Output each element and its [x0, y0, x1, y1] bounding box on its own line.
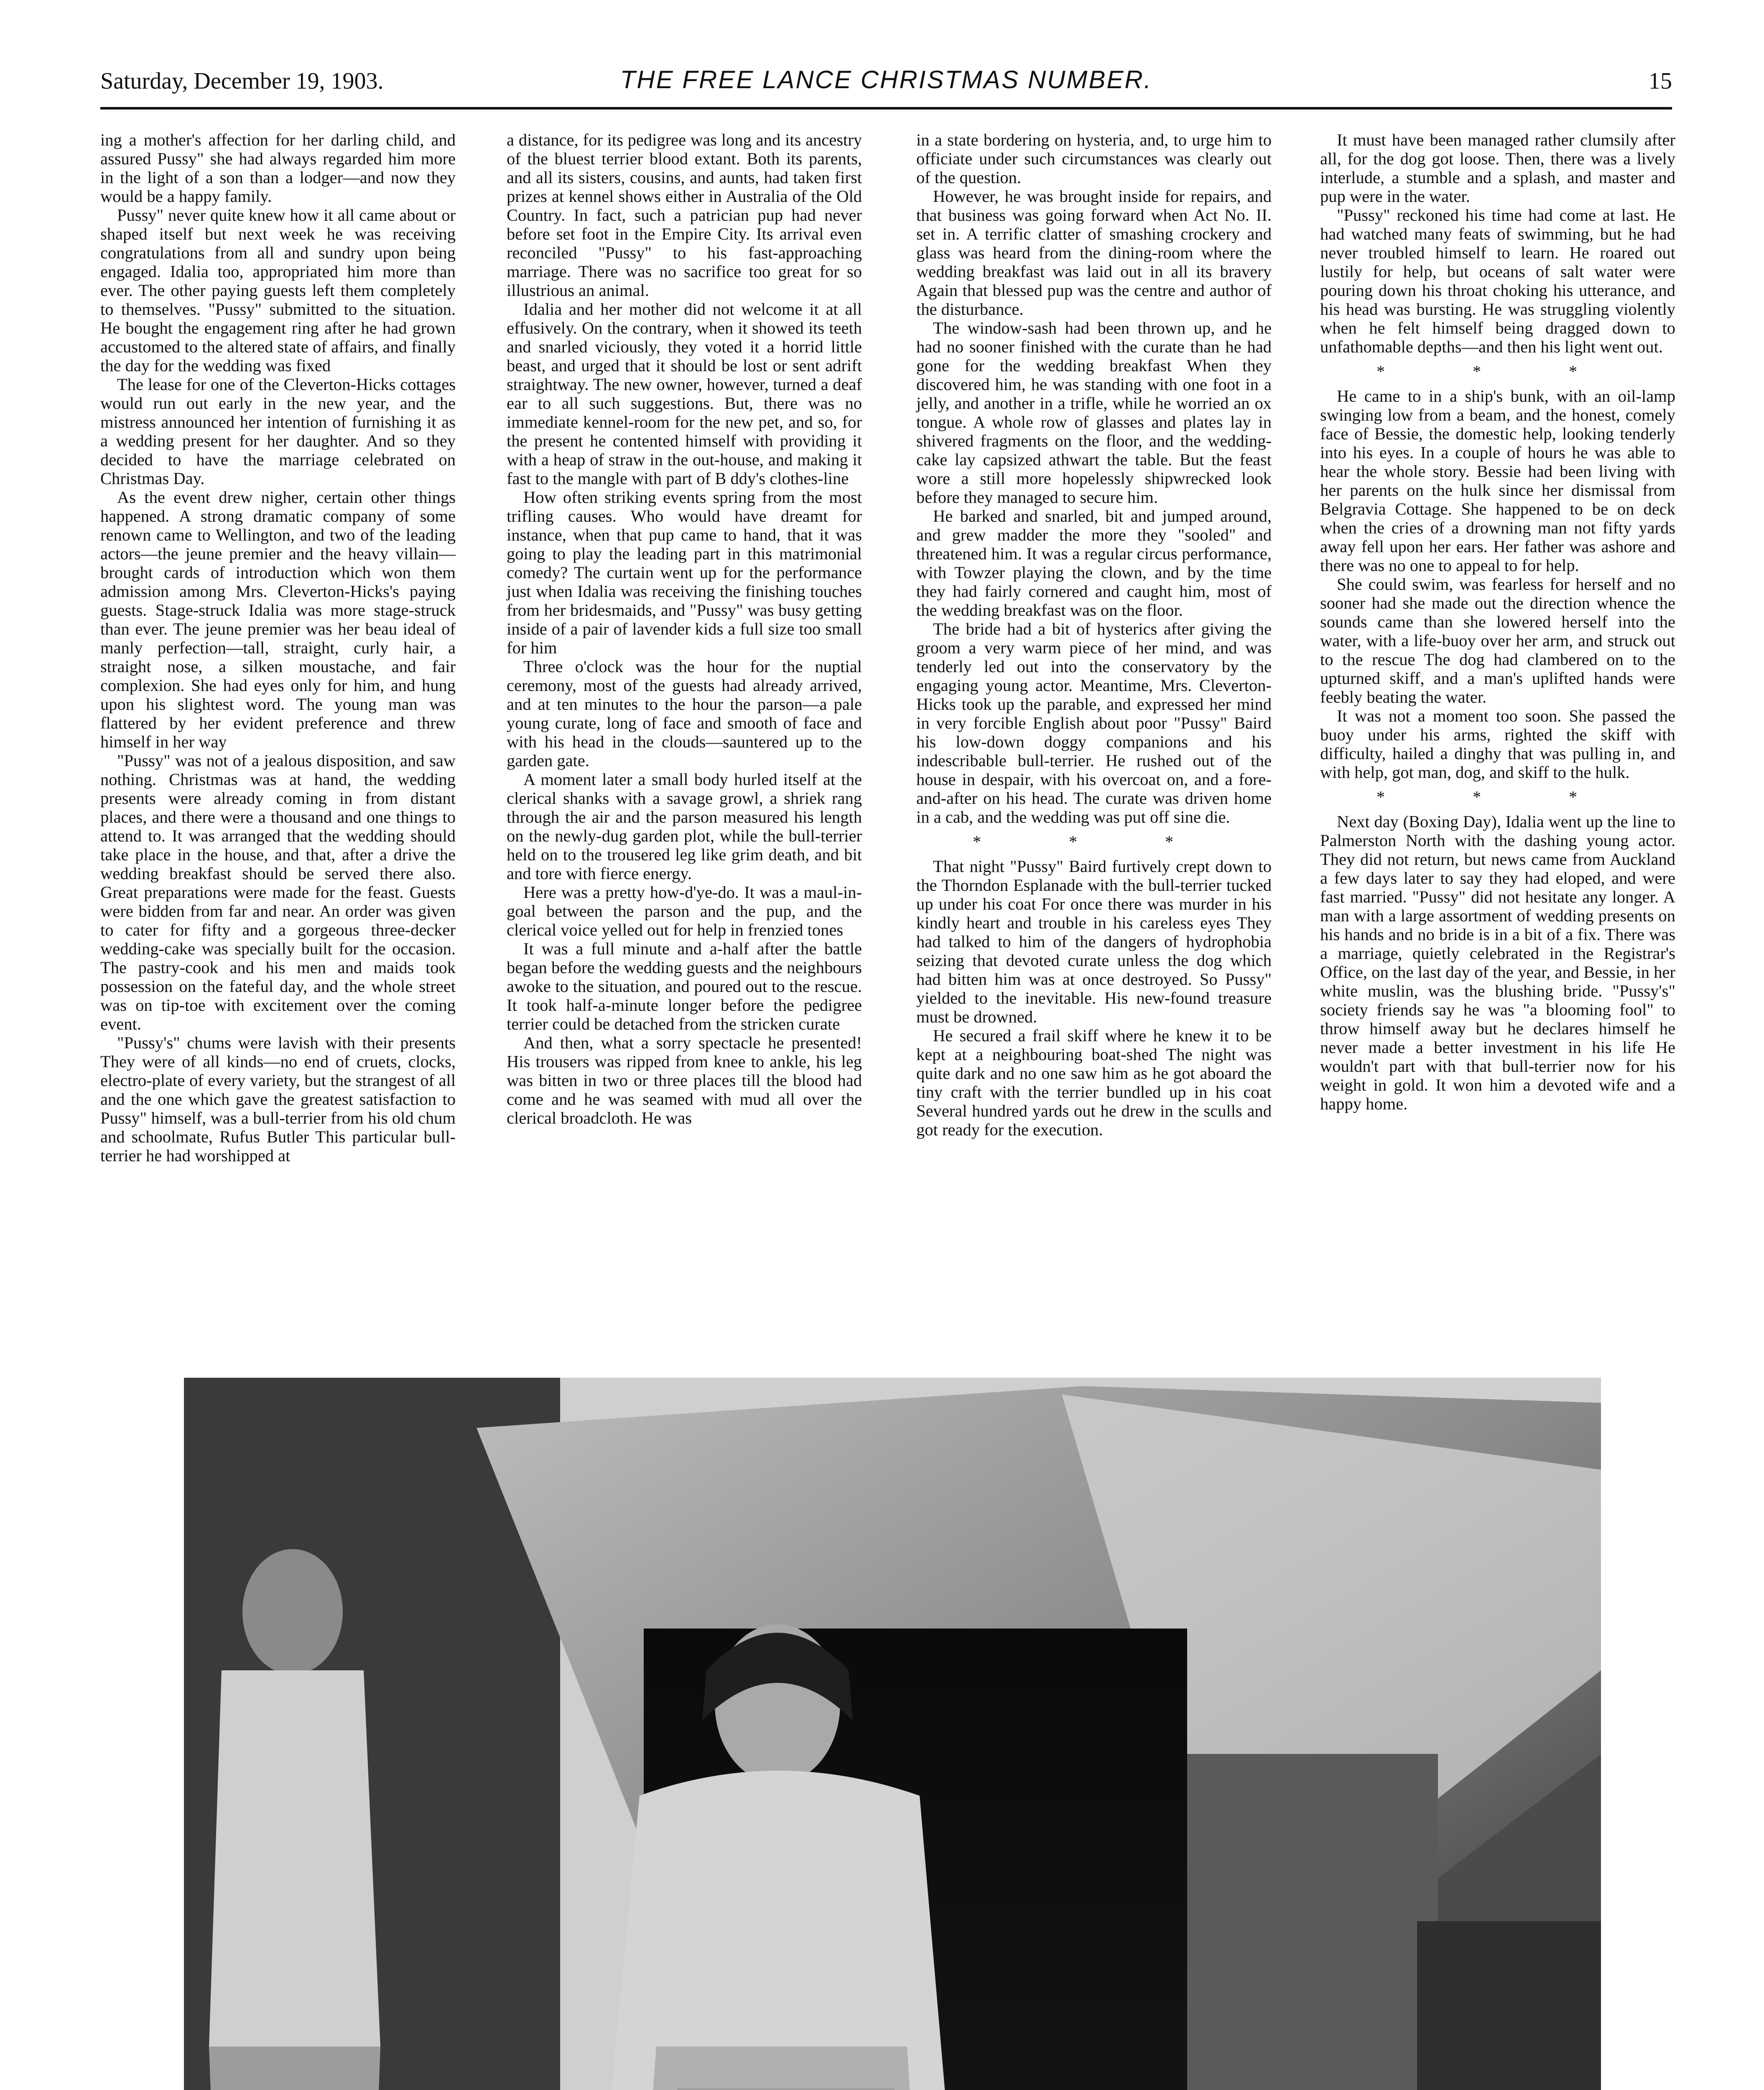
paragraph: It was a full minute and a-half after the battle began before the wedding guests and the neighbours awoke to the situation, and poured out to the rescue. It took half-a-minute longer before the pedigree terrier could be detached from the stricken curate [507, 939, 862, 1033]
paragraph: However, he was brought inside for repairs, and that business was going forward when Act No. II. set in. A terrific clatter of smashing crockery and glass was heard from the dining-room where the wedding breakfast was laid out in all its bravery Again that blessed pup was the centre and author of the disturbance. [916, 187, 1272, 319]
paragraph: Idalia and her mother did not welcome it at all effusively. On the contrary, when it showed its teeth and snarled viciously, they voted it a horrid little beast, and urged that it should be lost or sent adrift straightway. The new owner, however, turned a deaf ear to all such suggestions. But, there was no immediate kennel-room for the new pet, and so, for the present he contented himself with providing it with a heap of straw in the out-house, and making it fast to the mangle with part of B ddy's clothes-line [507, 300, 862, 488]
paragraph: "Pussy's" chums were lavish with their presents They were of all kinds—no end of cruets, clocks, electro-plate of every variety, but the strangest of all and the one which gave the greatest satisfaction to Pussy" himself, was a bull-terrier from his old chum and schoolmate, Rufus Butler This particular bull-terrier he had worshipped at [100, 1033, 456, 1165]
section-break-stars: * * * [973, 832, 1215, 851]
section-break-stars: * * * [1377, 788, 1619, 806]
paragraph: ing a mother's affection for her darling child, and assured Pussy" she had always regarded him more in the light of a son than a lodger—and now they would be a happy family. [100, 130, 456, 206]
photograph-illustration [184, 1378, 1601, 2090]
paragraph: "Pussy" was not of a jealous disposition, and saw nothing. Christmas was at hand, the wedding presents were already coming in from distant places, and there were a thousand and one things to attend to. It was arranged that the wedding should take place in the house, and that, after a drive the wedding breakfast should be served there also. Great preparations were made for the feast. Guests were bidden from far and near. An order was given to cater for fifty and a gorgeous three-decker wedding-cake was specially built for the occasion. The pastry-cook and his men and maids took possession on the fateful day, and the whole street was on tip-toe with excitement over the coming event. [100, 751, 456, 1033]
text-column-3 [916, 130, 1272, 1139]
paragraph: in a state bordering on hysteria, and, to urge him to officiate under such circumstances was clearly out of the question. [916, 130, 1272, 187]
paragraph: That night "Pussy" Baird furtively crept down to the Thorndon Esplanade with the bull-terrier tucked up under his coat For once there was murder in his kindly heart and trouble in his careless eyes They had talked to him of the dangers of hydrophobia seizing that devoted curate unless the dog which had bitten him was at once destroyed. So Pussy" yielded to the inevitable. His new-found treasure must be drowned. [916, 857, 1272, 1026]
paragraph: It was not a moment too soon. She passed the buoy under his arms, righted the skiff with difficulty, hailed a dinghy that was pulling in, and with help, got man, dog, and skiff to the hulk. [1320, 706, 1675, 782]
paragraph: He secured a frail skiff where he knew it to be kept at a neighbouring boat-shed The night was quite dark and no one saw him as he got aboard the tiny craft with the terrier bundled up in his coat Several hundred yards out he drew in the sculls and got ready for the execution. [916, 1026, 1272, 1139]
paragraph: Three o'clock was the hour for the nuptial ceremony, most of the guests had already arrived, and at ten minutes to the hour the parson—a pale young curate, long of face and smooth of face and with his head in the clouds—sauntered up to the garden gate. [507, 657, 862, 770]
paragraph: The window-sash had been thrown up, and he had no sooner finished with the curate than he had gone for the wedding breakfast When they discovered him, he was standing with one foot in a jelly, and another in a trifle, while he worried an ox tongue. A whole row of glasses and plates lay in shivered fragments on the floor, and the wedding-cake lay capsized athwart the table. But the feast wore a still more hopelessly shipwrecked look before they managed to secure him. [916, 319, 1272, 507]
paragraph: The lease for one of the Cleverton-Hicks cottages would run out early in the new year, and the mistress announced her intention of furnishing it as a wedding present for her daughter. And so they decided to have the marriage celebrated on Christmas Day. [100, 375, 456, 488]
running-header [100, 68, 1672, 101]
section-break-stars: * * * [1377, 362, 1619, 381]
paragraph: He barked and snarled, bit and jumped around, and grew madder the more they "sooled" and threatened him. It was a regular circus performance, with Towzer playing the clown, and by the time they had fairly cornered and caught him, most of the wedding breakfast was on the floor. [916, 507, 1272, 619]
text-column-2 [507, 130, 862, 1127]
text-column-1 [100, 130, 456, 1165]
paragraph: a distance, for its pedigree was long and its ancestry of the bluest terrier blood extant. Both its parents, and all its sisters, cousins, and aunts, had taken first prizes at kennel shows either in Australia of the Old Country. In fact, such a patrician pup had never before set foot in the Empire City. Its arrival even reconciled "Pussy" to his fast-approaching marriage. There was no sacrifice too great for so illustrious an animal. [507, 130, 862, 300]
paragraph: Here was a pretty how-d'ye-do. It was a maul-in-goal between the parson and the pup, and the clerical voice yelled out for help in frenzied tones [507, 883, 862, 939]
text-column-4 [1320, 130, 1675, 1113]
photograph [184, 1378, 1601, 2090]
header-rule [100, 107, 1672, 110]
paragraph: It must have been managed rather clumsily after all, for the dog got loose. Then, there was a lively interlude, a stumble and a splash, and master and pup were in the water. [1320, 130, 1675, 206]
paragraph: He came to in a ship's bunk, with an oil-lamp swinging low from a beam, and the honest, comely face of Bessie, the domestic help, looking tenderly into his eyes. In a couple of hours he was able to hear the whole story. Bessie had been living with her parents on the hulk since her dismissal from Belgravia Cottage. She happened to be on deck when the cries of a drowning man not fifty yards away fell upon her ears. Her father was ashore and there was no one to appeal to for help. [1320, 387, 1675, 575]
page-number: 15 [1649, 68, 1672, 94]
paragraph: As the event drew nigher, certain other things happened. A strong dramatic company of some renown came to Wellington, and two of the leading actors—the jeune premier and the heavy villain—brought cards of introduction which won them admission among Mrs. Cleverton-Hicks's paying guests. Stage-struck Idalia was more stage-struck than ever. The jeune premier was her beau ideal of manly perfection—tall, straight, curly hair, a straight nose, a silken moustache, and fair complexion. She had eyes only for him, and hung upon his slightest word. The young man was flattered by her evident preference and threw himself in her way [100, 488, 456, 751]
paragraph: She could swim, was fearless for herself and no sooner had she made out the direction whence the sounds came than she lowered herself into the water, with a life-buoy over her arm, and struck out to the rescue The dog had clambered on to the upturned skiff, and a man's uplifted hands were feebly beating the water. [1320, 575, 1675, 706]
paragraph: "Pussy" reckoned his time had come at last. He had watched many feats of swimming, but he had never troubled himself to learn. He roared out lustily for help, but oceans of salt water were pouring down his throat choking his utterance, and his head was bursting. He was struggling violently when he felt himself being dragged down to unfathomable depths—and then his light went out. [1320, 206, 1675, 356]
paragraph: How often striking events spring from the most trifling causes. Who would have dreamt for instance, when that pup came to hand, that it was going to play the leading part in this matrimonial comedy? The curtain went up for the performance just when Idalia was receiving the finishing touches from her bridesmaids, and "Pussy" was busy getting inside of a pair of lavender kids a full size too small for him [507, 488, 862, 657]
paragraph: And then, what a sorry spectacle he presented! His trousers was ripped from knee to ankle, his leg was bitten in two or three places till the blood had come and he was seamed with mud all over the clerical broadcloth. He was [507, 1033, 862, 1127]
paragraph: Pussy" never quite knew how it all came about or shaped itself but next week he was receiving congratulations from all and sundry upon being engaged. Idalia too, appropriated him more than ever. The other paying guests left them completely to themselves. "Pussy" submitted to the situation. He bought the engagement ring after he had grown accustomed to the altered state of affairs, and finally the day for the wedding was fixed [100, 206, 456, 375]
paragraph: A moment later a small body hurled itself at the clerical shanks with a savage growl, a shriek rang through the air and the parson measured his length on the newly-dug garden plot, while the bull-terrier held on to the trousered leg like grim death, and bit and tore with fierce energy. [507, 770, 862, 883]
publication-title: THE FREE LANCE CHRISTMAS NUMBER. [620, 66, 1152, 94]
paragraph: The bride had a bit of hysterics after giving the groom a very warm piece of her mind, and was tenderly led out into the conservatory by the engaging young actor. Meantime, Mrs. Cleverton-Hicks took up the parable, and expressed her mind in very forcible English about poor "Pussy" Baird his low-down doggy companions and his indescribable bull-terrier. He rushed out of the house in despair, with his overcoat on, and a fore-and-after on his head. The curate was driven home in a cab, and the wedding was put off sine die. [916, 619, 1272, 826]
issue-date: Saturday, December 19, 1903. [100, 68, 384, 94]
paragraph: Next day (Boxing Day), Idalia went up the line to Palmerston North with the dashing young actor. They did not return, but news came from Auckland a few days later to say they had eloped, and were fast married. "Pussy" did not hesitate any longer. A man with a large assortment of wedding presents on his hands and no bride is in a bit of a fix. There was a marriage, quietly celebrated in the Registrar's Office, on the last day of the year, and Bessie, in her white muslin, was the blushing bride. "Pussy's" society friends say he was "a blooming fool" to throw himself away but he declares himself he never made a better investment in his life He wouldn't part with that bull-terrier now for his weight in gold. It won him a devoted wife and a happy home. [1320, 812, 1675, 1113]
